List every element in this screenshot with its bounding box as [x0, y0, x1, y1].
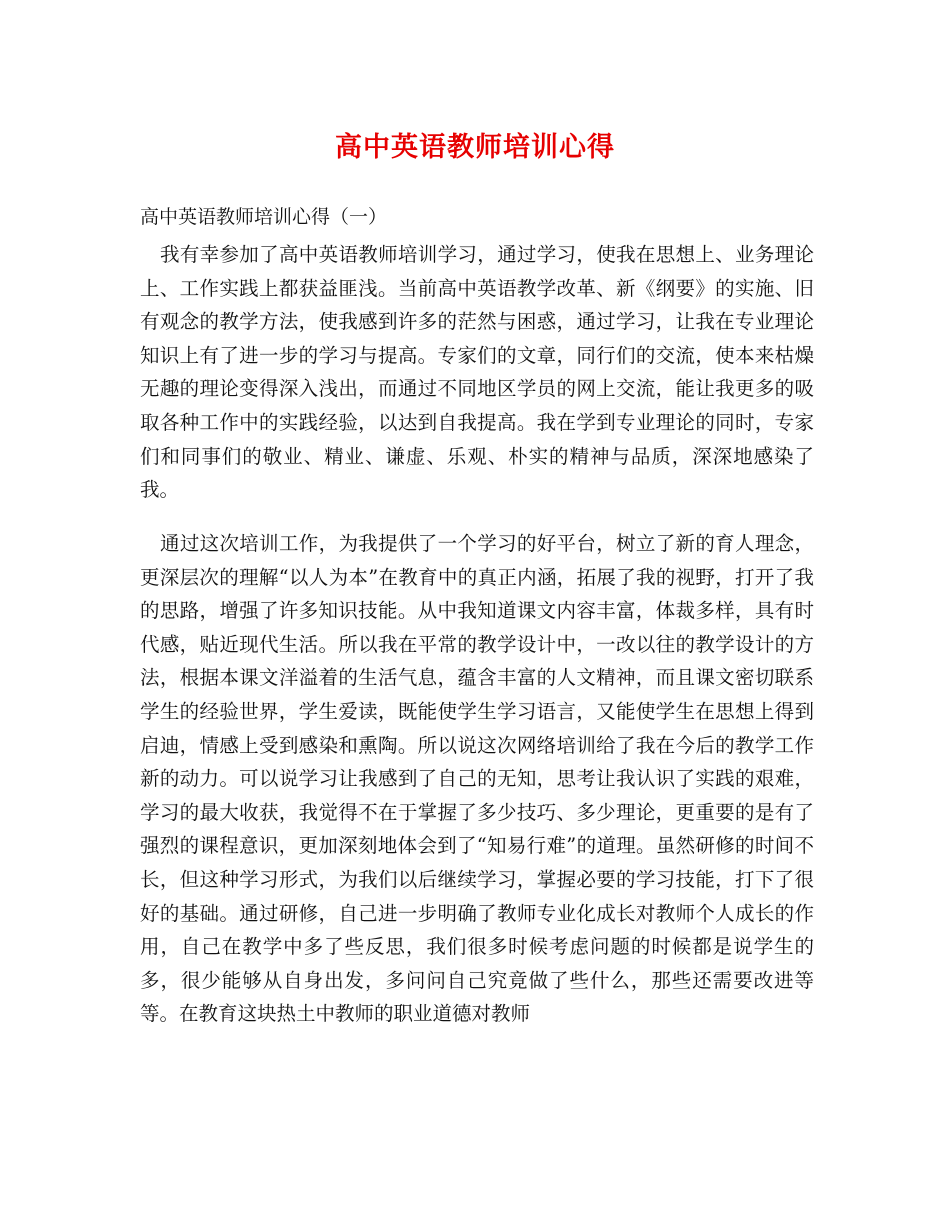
document-title: 高中英语教师培训心得: [335, 132, 615, 163]
section-heading: 高中英语教师培训心得（一）: [140, 206, 388, 228]
paragraph-1: 我有幸参加了高中英语教师培训学习，通过学习，使我在思想上、业务理论上、工作实践上都获益匪浅。当前高中英语教学改革、新《纲要》的实施、旧有观念的教学方法，使我感到许多的茫然与困惑，通过学习，让我在专业理论知识上有了进一步的学习与提高。专家们的文章，同行们的交流，使本来枯燥无趣的理论变得深入浅出，而通过不同地区学员的网上交流，能让我更多的吸取各种工作中的实践经验，以达到自我提高。我在学到专业理论的同时，专家们和同事们的敬业、精业、谦虚、乐观、朴实的精神与品质，深深地感染了我。: [140, 243, 814, 502]
paragraph-2: 通过这次培训工作，为我提供了一个学习的好平台，树立了新的育人理念，更深层次的理解“以人为本”在教育中的真正内涵，拓展了我的视野，打开了我的思路，增强了许多知识技能。从中我知道课文内容丰富，体裁多样，具有时代感，贴近现代生活。所以我在平常的教学设计中，一改以往的教学设计的方法，根据本课文洋溢着的生活气息，蕴含丰富的人文精神，而且课文密切联系学生的经验世界，学生爱读，既能使学生学习语言，又能使学生在思想上得到启迪，情感上受到感染和熏陶。所以说这次网络培训给了我在今后的教学工作新的动力。可以说学习让我感到了自己的无知，思考让我认识了实践的艰难，学习的最大收获，我觉得不在于掌握了多少技巧、多少理论，更重要的是有了强烈的课程意识，更加深刻地体会到了“知易行难”的道理。虽然研修的时间不长，但这种学习形式，为我们以后继续学习，掌握必要的学习技能，打下了很好的基础。通过研修，自己进一步明确了教师专业化成长对教师个人成长的作用，自己在教学中多了些反思，我们很多时候考虑问题的时候都是说学生的多，很少能够从自身出发，多问问自己究竟做了些什么，那些还需要改进等等。在教育这块热土中教师的职业道德对教师: [140, 532, 814, 1026]
